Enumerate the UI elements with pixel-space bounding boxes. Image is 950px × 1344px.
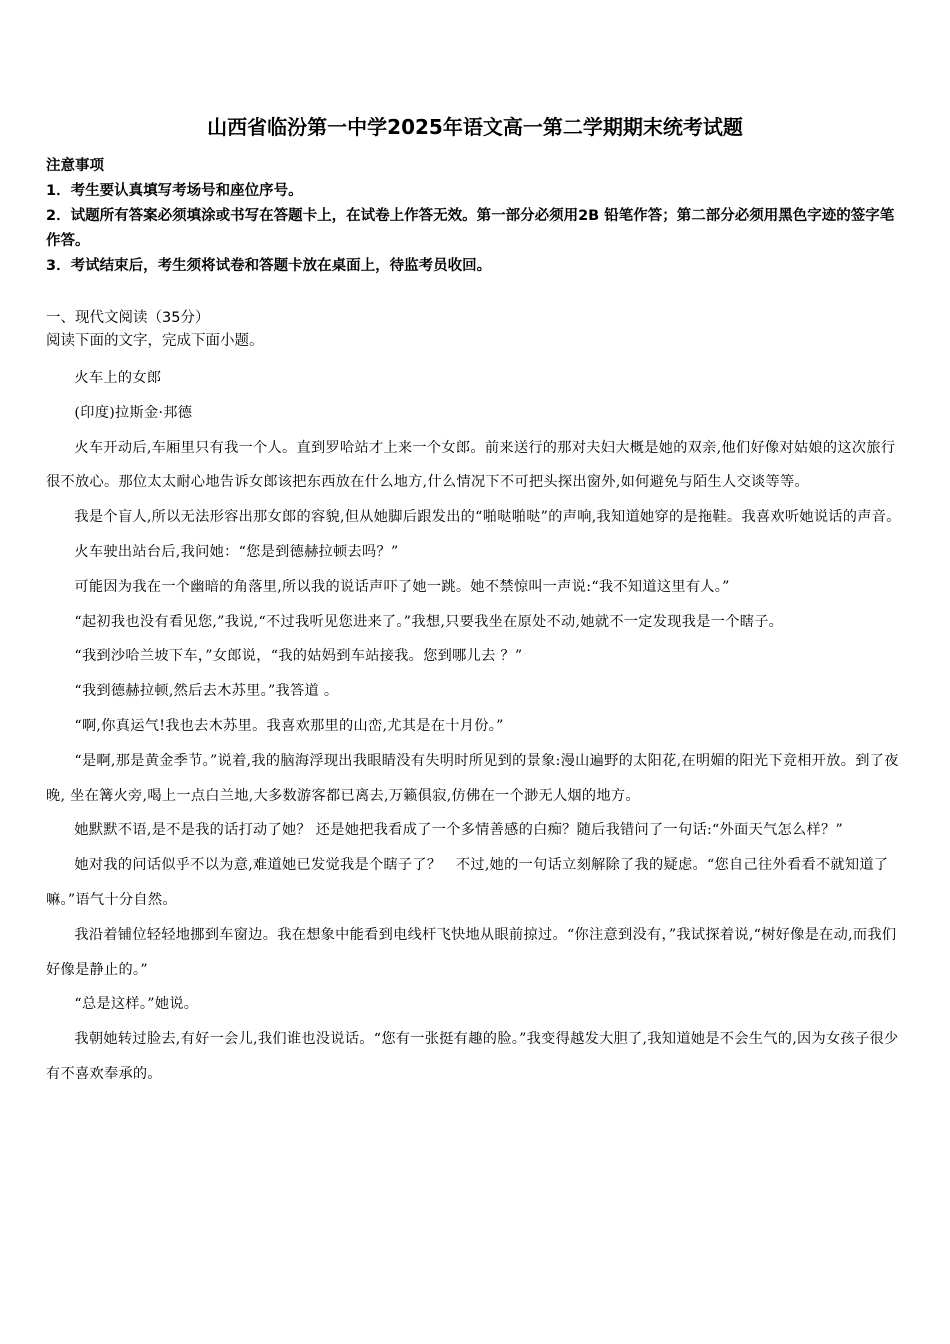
story-paragraph: 她默默不语,是不是我的话打动了她？ 还是她把我看成了一个多情善感的白痴？随后我错问了一句话:“外面天气怎么样？” [74,822,844,839]
story-paragraph: “总是这样。”她说。 [74,996,199,1013]
reading-instruction: 阅读下面的文字，完成下面小题。 [46,333,264,349]
story-author: (印度)拉斯金·邦德 [74,404,193,421]
story-paragraph: 我沿着铺位轻轻地挪到车窗边。我在想象中能看到电线杆飞快地从眼前掠过。“你注意到没有，”我试探着说,“树好像是在动,而我们好像是静止的。” [46,926,897,978]
reading-passage [46,361,904,1092]
story-paragraph: 可能因为我在一个幽暗的角落里,所以我的说话声吓了她一跳。她不禁惊叫一声说:“我不知道这里有人。” [74,578,730,595]
notice-item: 1．考生要认真填写考场号和座位序号。 [46,183,303,199]
story-paragraph: “起初我也没有看见您,”我说,“不过我听见您进来了。”我想,只要我坐在原处不动,她就不一定发现我是一个瞎子。 [74,613,784,630]
story-paragraph: 火车驶出站台后,我问她：“您是到德赫拉顿去吗？” [74,543,399,560]
story-title: 火车上的女郎 [74,370,162,386]
story-paragraph: “啊,你真运气!我也去木苏里。我喜欢那里的山峦,尤其是在十月份。” [74,717,504,734]
notice-item: 2．试题所有答案必须填涂或书写在答题卡上，在试卷上作答无效。第一部分必须用2B 铅笔作答；第二部分必须用黑色字迹的签字笔作答。 [46,208,895,249]
notice-heading: 注意事项 [46,158,104,174]
story-paragraph: 我是个盲人,所以无法形容出那女郎的容貌,但从她脚后跟发出的“啪哒啪哒”的声响,我知道她穿的是拖鞋。我喜欢听她说话的声音。 [74,509,901,526]
story-paragraph: 她对我的问话似乎不以为意,难道她已发觉我是个瞎子了？ 不过,她的一句话立刻解除了我的疑虑。“您自己往外看看不就知道了嘛。”语气十分自然。 [46,857,889,908]
notice-block [46,154,904,279]
exam-title: 山西省临汾第一中学2025年语文高一第二学期期末统考试题 [207,115,743,139]
story-paragraph: 我朝她转过脸去,有好一会儿,我们谁也没说话。“您有一张挺有趣的脸。”我变得越发大胆了,我知道她是不会生气的,因为女孩子很少有不喜欢奉承的。 [46,1031,899,1082]
story-paragraph: “我到德赫拉顿,然后去木苏里。”我答道 。 [74,683,339,700]
section-heading: 一、现代文阅读（35分） [46,310,210,326]
story-paragraph: “我到沙哈兰坡下车，”女郎说，“我的姑妈到车站接我。您到哪儿去 ？” [74,648,523,665]
story-paragraph: 火车开动后,车厢里只有我一个人。直到罗哈站才上来一个女郎。前来送行的那对夫妇大概是她的双亲,他们好像对姑娘的这次旅行很不放心。那位太太耐心地告诉女郎该把东西放在什么地方,什么情况下不可把头探出窗外,如何避免与陌生人交谈等等。 [46,439,896,491]
story-paragraph: “是啊,那是黄金季节。”说着,我的脑海浮现出我眼睛没有失明时所见到的景象:漫山遍野的太阳花,在明媚的阳光下竞相开放。到了夜晚, 坐在篝火旁,喝上一点白兰地,大多数游客都已离去,万籁俱寂,仿佛在一个渺无人烟的地方。 [46,752,899,804]
notice-item: 3．考试结束后，考生须将试卷和答题卡放在桌面上，待监考员收回。 [46,258,492,274]
